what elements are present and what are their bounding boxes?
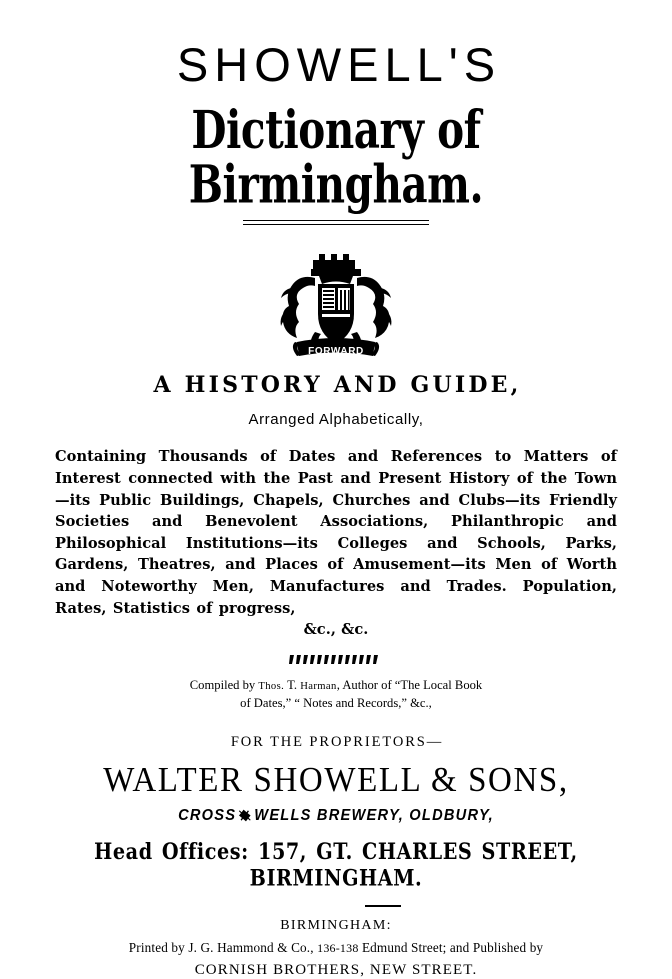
compiler-works-line: of Dates,” “ Notes and Records,” &c., bbox=[240, 695, 432, 710]
tick-ornament-icon bbox=[288, 654, 384, 666]
brewery-name-suffix: WELLS BREWERY, OLDBURY, bbox=[254, 807, 494, 825]
footer-rule-divider bbox=[365, 905, 401, 907]
coat-of-arms bbox=[22, 244, 650, 362]
description-text: Containing Thousands of Dates and References to Matters of Interest connected with the Past and Present History of the Town—its Public Buildings, Chapels, Churches and Clubs—its Friendly Societies and Benevolent Associations, Philanthropic and Philosophical Institutions—its Colleges and Schools, Parks, Gardens, Theatres, and Places of Amusement—its Men of Worth and Noteworthy Men, Manufactures and Trades. Population, Rates, Statistics of progress, bbox=[55, 448, 617, 617]
ornament-divider bbox=[22, 654, 650, 666]
compiler-credit bbox=[22, 666, 650, 711]
head-offices-address: Head Offices: 157, GT. CHARLES STREET, BIRMINGHAM. bbox=[94, 838, 578, 892]
double-rule-divider bbox=[243, 220, 429, 226]
compiler-middle-initial: T. bbox=[284, 677, 301, 692]
imprint-street-number: 136-138 bbox=[317, 941, 359, 956]
compiler-name-last: Harman bbox=[300, 680, 337, 692]
subtitle-arrangement: Arranged Alphabetically, bbox=[248, 411, 424, 429]
subtitle-headline: A HISTORY AND GUIDE, bbox=[153, 372, 522, 399]
compiler-name-first: Thos. bbox=[258, 680, 285, 692]
motto-text: FORWARD bbox=[308, 346, 364, 358]
birmingham-arms-icon bbox=[275, 244, 397, 362]
rule-lower bbox=[243, 224, 429, 225]
title-line-1: SHOWELL'S bbox=[176, 38, 502, 91]
compiler-suffix: , Author of “The Local Book bbox=[336, 677, 483, 692]
imprint-printer-line bbox=[22, 934, 650, 956]
compiler-prefix: Compiled by bbox=[189, 677, 259, 692]
description-closing: &c., &c. bbox=[303, 621, 369, 639]
imprint-city: BIRMINGHAM: bbox=[280, 918, 392, 934]
rule-upper bbox=[243, 220, 429, 221]
imprint-printer-suffix: Edmund Street; and Published by bbox=[358, 940, 544, 956]
title-line-2: Dictionary of Birmingham. bbox=[188, 100, 484, 216]
imprint-printer-prefix: Printed by J. G. Hammond & Co., bbox=[128, 940, 318, 956]
for-proprietors-label: FOR THE PROPRIETORS— bbox=[230, 733, 444, 750]
brewery-name-prefix: CROSS bbox=[178, 807, 237, 825]
imprint-publisher-line: CORNISH BROTHERS, NEW STREET. bbox=[194, 962, 478, 979]
publisher-firm-name: WALTER SHOWELL & SONS, bbox=[103, 760, 569, 800]
description-paragraph bbox=[55, 428, 617, 640]
brewery-address bbox=[38, 797, 635, 827]
